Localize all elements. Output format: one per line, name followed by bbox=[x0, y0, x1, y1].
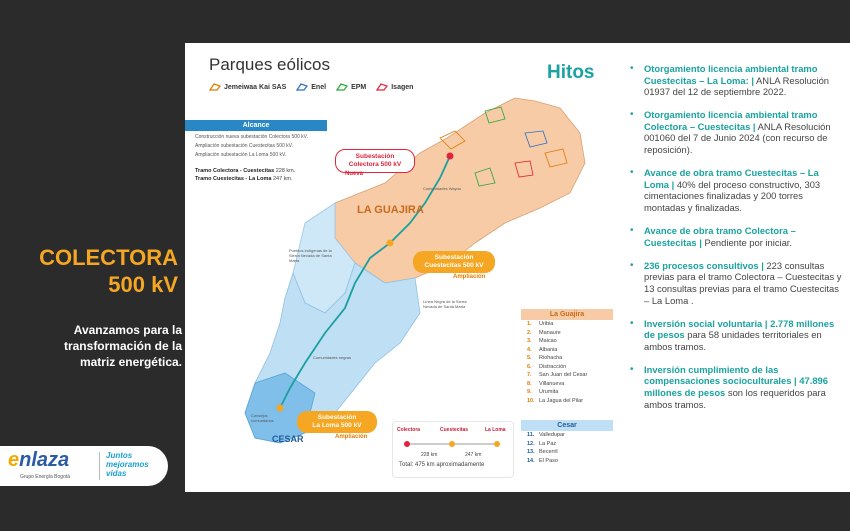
hito-item bbox=[630, 318, 845, 353]
logo-tagline bbox=[106, 451, 149, 478]
list-item-name: Valledupar bbox=[539, 432, 565, 438]
tramo-value: 247 km. bbox=[272, 176, 293, 182]
hito-item bbox=[630, 364, 845, 410]
legend-label: Jemeiwaa Kai SAS bbox=[224, 83, 287, 91]
callout-line2: Colectora 500 kV bbox=[348, 161, 402, 168]
list-item bbox=[521, 448, 613, 457]
hito-bold: Avance de obra tramo Cuestecitas – La Loma | bbox=[644, 167, 819, 190]
label-comunidades-negras: Comunidades negras bbox=[313, 355, 352, 360]
cesar-municipios-list bbox=[521, 420, 613, 465]
callout-line1: Subestación bbox=[434, 254, 474, 261]
hito-text: 40% del proceso constructivo, 303 cimentaciones finalizadas y 200 torres montadas y finalizadas. bbox=[644, 178, 821, 213]
left-subtitle-line2: transformación de la bbox=[63, 339, 182, 353]
callout-line1: Subestación bbox=[355, 153, 395, 160]
list-item-name: Albania bbox=[539, 346, 558, 353]
hito-text: ANLA Resolución 001060 del 7 de Junio 2024 (con recurso de reposición). bbox=[644, 120, 831, 156]
list-item-number: 6. bbox=[527, 363, 532, 370]
callout-line1: Subestación bbox=[317, 414, 357, 421]
callout-colectora-status: Nueva bbox=[345, 171, 364, 177]
list-item bbox=[521, 457, 613, 466]
list-item-number: 10. bbox=[527, 397, 535, 404]
logo-brand-rest: nlaza bbox=[19, 449, 70, 471]
bullet-icon: • bbox=[630, 363, 634, 375]
list-item-number: 7. bbox=[527, 372, 532, 378]
route-line-graphic bbox=[393, 434, 513, 454]
hito-bold: Otorgamiento licencia ambiental tramo Cuestecitas – La Loma: | bbox=[644, 63, 818, 86]
route-summary-box bbox=[392, 421, 514, 478]
hito-item bbox=[630, 260, 845, 306]
list-item-name: Manaure bbox=[539, 329, 561, 336]
callout-laloma bbox=[297, 411, 377, 433]
tramo-label: Tramo Cuestecitas - La Loma bbox=[195, 176, 272, 182]
label-la-guajira: LA GUAJIRA bbox=[357, 204, 424, 216]
pin-colectora bbox=[447, 153, 454, 160]
hito-item bbox=[630, 63, 845, 98]
hito-bold: Inversión social voluntaria | 2.778 millones de pesos bbox=[644, 317, 835, 341]
list-item-number: 11. bbox=[527, 432, 535, 438]
logo-letter-e: e bbox=[8, 449, 20, 471]
list-item-name: Maicao bbox=[539, 338, 557, 344]
bullet-icon: • bbox=[630, 317, 634, 329]
list-item bbox=[521, 354, 613, 363]
bullet-icon: • bbox=[630, 109, 634, 121]
tramo-line bbox=[185, 166, 327, 174]
callout-cuestecitas bbox=[413, 251, 495, 273]
hito-bold: Avance de obra tramo Colectora – Cuestecitas | bbox=[644, 225, 796, 248]
callout-line2: Cuestecitas 500 kV bbox=[424, 262, 484, 269]
left-title bbox=[10, 244, 178, 298]
label-wayuu: Comunidades Wayuu bbox=[423, 186, 462, 191]
list-item bbox=[521, 440, 613, 449]
tramo-value: 228 km. bbox=[275, 168, 296, 174]
route-total: Total: 475 km aproximadamente bbox=[399, 462, 485, 468]
legend-label: Enel bbox=[311, 83, 327, 91]
list-item-number: 9. bbox=[527, 389, 532, 395]
guajira-list-header: La Guajira bbox=[521, 309, 613, 320]
bullet-icon: • bbox=[630, 63, 634, 74]
route-stop-cuestecitas: Cuestecitas bbox=[440, 427, 469, 433]
list-item-name: Urumita bbox=[539, 389, 559, 395]
route-stop-colectora: Colectora bbox=[397, 427, 421, 433]
callout-cuestecitas-status: Ampliación bbox=[453, 274, 486, 280]
list-item bbox=[521, 380, 613, 389]
callout-colectora bbox=[335, 149, 415, 173]
alcance-item: Ampliación subestación Cuestecitas 500 kV. bbox=[195, 143, 293, 149]
alcance-box bbox=[185, 120, 327, 182]
legend-label: EPM bbox=[351, 83, 367, 91]
pin-cuestecitas bbox=[387, 240, 394, 247]
bullet-icon: • bbox=[630, 259, 634, 271]
logo-tagline-2: mejoramos bbox=[106, 460, 149, 469]
list-item-number: 8. bbox=[527, 380, 532, 387]
callout-laloma-status: Ampliación bbox=[335, 434, 368, 440]
list-item-name: Riohacha bbox=[539, 355, 563, 361]
list-item bbox=[521, 320, 613, 329]
parques-title: Parques eólicos bbox=[209, 55, 330, 74]
hito-bold: Otorgamiento licencia ambiental tramo Colectora – Cuestecitas | bbox=[644, 109, 818, 132]
list-item bbox=[521, 388, 613, 397]
list-item bbox=[521, 329, 613, 338]
hito-text: 223 consultas previas para el tramo Colectora – Cuestecitas y 13 consultas previas para el tramo Cuestecitas – La Loma . bbox=[644, 259, 842, 306]
tramo-label: Tramo Colectora - Cuestecitas bbox=[195, 168, 275, 174]
hitos-title: Hitos bbox=[547, 62, 595, 83]
list-item-number: 13. bbox=[527, 449, 535, 455]
hito-item bbox=[630, 109, 845, 155]
hito-text: ANLA Resolución 01937 del 12 de septiembre 2022. bbox=[644, 74, 829, 98]
label-consejos: Consejos comunitarios bbox=[251, 413, 274, 423]
list-item-number: 12. bbox=[527, 440, 535, 447]
list-item bbox=[521, 371, 613, 380]
alcance-item: Ampliación subestación La Loma 500 kV. bbox=[195, 152, 287, 158]
hito-text: son los requeridos para ambos tramos. bbox=[644, 387, 826, 410]
list-item-name: Villanueva bbox=[539, 380, 565, 387]
alcance-item: Construcción nueva subestación Colectora 500 kV. bbox=[195, 134, 308, 140]
list-item-name: La Jagua del Pilar bbox=[539, 397, 584, 404]
label-linea-negra: Línea Negra de la Sierra Nevada de Santa Marta bbox=[423, 299, 467, 309]
hito-bold: Inversión cumplimiento de las compensaciones socioculturales | 47.896 millones de pesos bbox=[644, 363, 828, 399]
left-title-line2: 500 kV bbox=[108, 272, 178, 297]
left-title-line1: COLECTORA bbox=[39, 245, 178, 270]
hito-item bbox=[630, 167, 845, 213]
hitos-list bbox=[630, 63, 845, 422]
left-subtitle-line3: matriz energética. bbox=[79, 355, 182, 369]
list-item bbox=[521, 363, 613, 372]
logo-tagline-1: Juntos bbox=[106, 451, 133, 460]
pin-laloma bbox=[277, 405, 284, 412]
list-item-name: Becerril bbox=[539, 449, 558, 455]
list-item-number: 5. bbox=[527, 355, 532, 361]
guajira-municipios-list bbox=[521, 309, 613, 405]
enlaza-logo bbox=[0, 446, 168, 486]
left-subtitle-line1: Avanzamos para la bbox=[73, 323, 182, 337]
list-item-name: San Juan del Cesar bbox=[539, 372, 588, 378]
cesar-list-header: Cesar bbox=[521, 420, 613, 431]
list-item bbox=[521, 431, 613, 440]
route-km-2: 247 km bbox=[465, 452, 482, 458]
list-item-number: 1. bbox=[527, 321, 532, 327]
list-item-number: 14. bbox=[527, 457, 535, 464]
tramo-line bbox=[185, 174, 327, 182]
bullet-icon: • bbox=[630, 167, 634, 179]
list-item-number: 2. bbox=[527, 329, 532, 336]
left-subtitle bbox=[20, 322, 182, 370]
list-item-name: Uribia bbox=[539, 321, 554, 327]
list-item bbox=[521, 397, 613, 406]
list-item bbox=[521, 346, 613, 355]
logo-divider bbox=[99, 452, 100, 480]
logo-group-name: Grupo Energía Bogotá bbox=[20, 474, 71, 480]
logo-tagline-3: vidas bbox=[106, 469, 127, 478]
hito-text: Pendiente por iniciar. bbox=[701, 236, 793, 248]
hito-text: para 58 unidades territoriales en ambos tramos. bbox=[644, 329, 822, 352]
label-cesar: CESAR bbox=[272, 434, 304, 444]
alcance-header: Alcance bbox=[185, 120, 327, 131]
list-item bbox=[521, 337, 613, 346]
route-stop-laloma: La Loma bbox=[485, 427, 506, 433]
logo-wordmark bbox=[8, 449, 69, 472]
hito-bold: 236 procesos consultivos | bbox=[644, 259, 764, 271]
legend-label: Isagen bbox=[391, 83, 414, 91]
list-item-name: La Paz bbox=[539, 440, 557, 447]
list-item-name: El Paso bbox=[539, 457, 558, 464]
label-wiwa: Pueblos indígenas de la Sierra Nevada de Santa Marta bbox=[289, 248, 332, 263]
slide bbox=[185, 43, 850, 492]
list-item-name: Distracción bbox=[539, 363, 567, 370]
route-km-1: 228 km bbox=[421, 452, 438, 458]
callout-line2: La Loma 500 kV bbox=[312, 422, 362, 429]
hito-item bbox=[630, 225, 845, 248]
list-item-number: 4. bbox=[527, 346, 532, 353]
bullet-icon: • bbox=[630, 225, 634, 237]
list-item-number: 3. bbox=[527, 338, 532, 344]
